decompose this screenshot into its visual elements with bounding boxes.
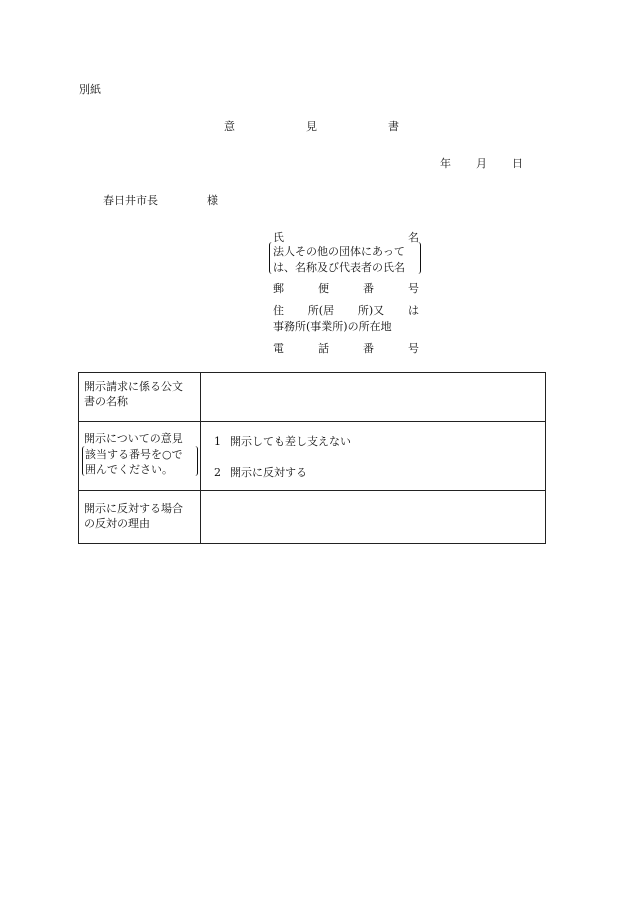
address-label-part: 住 (273, 304, 284, 317)
name-label-char: 名 (408, 231, 419, 244)
phone-number-label (273, 340, 419, 356)
address-label-part: は (407, 304, 419, 317)
option-text: 開示しても差し支えない (230, 435, 351, 448)
postal-label-char: 番 (363, 282, 374, 295)
phone-label-char: 話 (318, 342, 329, 355)
opinion-instruction (82, 446, 198, 476)
opinion-instruction-line: 囲んでください。 (85, 463, 173, 476)
table-row (79, 373, 546, 422)
postal-code-label (273, 280, 419, 296)
option-number: 1 (214, 435, 221, 448)
table-row (79, 491, 546, 544)
address-label-part: 所)又 (357, 304, 385, 317)
document-name-label-cell (79, 373, 201, 422)
objection-reason-label-line: 開示に反対する場合 (84, 502, 183, 515)
objection-reason-value-cell[interactable] (201, 491, 546, 544)
objection-reason-label-cell (79, 491, 201, 544)
table-row (79, 422, 546, 491)
address-label-part: 所(居 (307, 304, 335, 317)
option-no-objection[interactable] (214, 433, 351, 449)
organization-note (269, 242, 421, 274)
postal-label-char: 便 (318, 282, 329, 295)
document-name-label-line: 書の名称 (84, 395, 128, 408)
name-label-char: 氏 (273, 231, 284, 244)
postal-label-char: 郵 (273, 282, 284, 295)
addressee: 春日井市長 (103, 194, 158, 207)
objection-reason-label-line: の反対の理由 (84, 517, 150, 530)
option-text: 開示に反対する (230, 466, 307, 479)
address-label (273, 302, 419, 318)
date-line (440, 155, 530, 171)
organization-note-line: 法人その他の団体にあって (273, 245, 405, 258)
office-address-label: 事務所(事業所)の所在地 (273, 320, 392, 333)
title-char: 意 (224, 120, 235, 133)
title-char: 見 (306, 120, 317, 133)
date-day-label: 日 (512, 157, 523, 170)
opinion-options-cell (201, 422, 546, 491)
title-char: 書 (388, 120, 399, 133)
attachment-label: 別紙 (79, 83, 101, 96)
opinion-label-cell (79, 422, 201, 491)
document-name-value-cell[interactable] (201, 373, 546, 422)
opinion-label: 開示についての意見 (84, 432, 183, 445)
document-name-value (201, 373, 545, 379)
opinion-instruction-line: 該当する番号を○で (85, 448, 183, 461)
document-name-label-line: 開示請求に係る公文 (84, 380, 183, 393)
phone-label-char: 番 (363, 342, 374, 355)
option-object[interactable] (214, 464, 307, 480)
postal-label-char: 号 (408, 282, 419, 295)
phone-label-char: 電 (273, 342, 284, 355)
honorific: 様 (207, 194, 218, 207)
document-title (224, 118, 404, 134)
objection-reason-value (201, 491, 545, 497)
date-year-label: 年 (440, 157, 451, 170)
option-number: 2 (214, 466, 221, 479)
opinion-form-table (78, 372, 546, 544)
organization-note-line: は、名称及び代表者の氏名 (273, 261, 405, 274)
date-month-label: 月 (476, 157, 487, 170)
phone-label-char: 号 (408, 342, 419, 355)
